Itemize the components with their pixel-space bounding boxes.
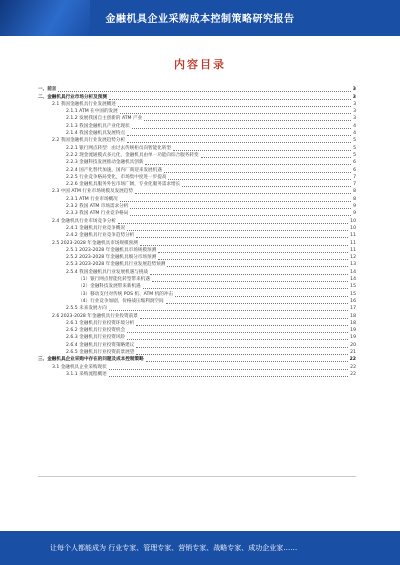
toc-leader-dots xyxy=(201,157,351,158)
toc-page-number: 13 xyxy=(350,262,356,268)
toc-entry-text: 2.2.4 国产化替代加速，国内厂商迎来发展机遇 xyxy=(66,167,162,173)
toc-entry-text: 2.6.3 金融机具行业投资风险 xyxy=(66,335,126,341)
toc-page-number: 7 xyxy=(353,174,356,180)
toc-page-number: 8 xyxy=(353,196,356,202)
toc-page-number: 22 xyxy=(350,364,356,370)
toc-leader-dots xyxy=(164,172,351,173)
toc-entry-text: （1）银行网点智能化转型带来机遇 xyxy=(78,277,150,283)
toc-leader-dots xyxy=(166,303,349,304)
toc-entry-text: 2.2.5 行业竞争格局变化，市场集中度进一步提高 xyxy=(66,174,167,180)
page-footer xyxy=(0,531,400,565)
toc-entry[interactable] xyxy=(38,174,356,181)
toc-leader-dots xyxy=(140,318,348,319)
toc-page-number: 18 xyxy=(350,320,356,326)
toc-leader-dots xyxy=(150,274,348,275)
toc-page-number: 15 xyxy=(350,291,356,297)
toc-leader-dots xyxy=(167,266,348,267)
toc-page-number: 9 xyxy=(353,211,356,217)
toc-entry[interactable] xyxy=(38,261,356,268)
toc-entry-text: 三、金融机具企业采购中存在的问题及成本控制策略 xyxy=(38,357,144,363)
toc-entry-text: 2.5.2 2023-2028 年金融机具细分市场预测 xyxy=(66,255,157,261)
toc-page-number: 3 xyxy=(353,101,356,107)
toc-entry[interactable] xyxy=(38,225,356,232)
toc-leader-dots xyxy=(130,215,351,216)
toc-leader-dots xyxy=(127,142,351,143)
toc-leader-dots xyxy=(143,288,348,289)
toc-heading: 内容目录 xyxy=(174,58,226,71)
toc-entry[interactable] xyxy=(38,290,356,297)
toc-leader-dots xyxy=(109,376,348,377)
toc-leader-dots xyxy=(120,113,351,114)
toc-entry[interactable] xyxy=(38,122,356,129)
toc-entry-text: 2.6 2023-2028 年金融机具行业投资前景 xyxy=(52,313,138,319)
table-of-contents xyxy=(38,86,356,378)
toc-entry[interactable] xyxy=(38,144,356,151)
toc-leader-dots xyxy=(135,193,351,194)
toc-entry[interactable] xyxy=(38,363,356,370)
toc-entry-text: 2.4.1 金融机具行业竞争概况 xyxy=(66,225,126,231)
toc-entry-text: 2.5.3 2023-2028 年金融机具行业发展趋势预测 xyxy=(66,262,166,268)
toc-page-number: 18 xyxy=(350,313,356,319)
toc-entry-text: （2）金融科技发展带来新机遇 xyxy=(78,284,141,290)
toc-leader-dots xyxy=(136,354,348,355)
toc-entry-text: 二、金融机具行业市场分析及预测 xyxy=(38,94,107,100)
toc-entry[interactable] xyxy=(38,298,356,305)
toc-leader-dots xyxy=(145,164,351,165)
toc-entry[interactable] xyxy=(38,108,356,115)
toc-page-number: 16 xyxy=(350,298,356,304)
toc-page-number: 11 xyxy=(350,233,356,239)
toc-page-number: 22 xyxy=(350,371,356,377)
toc-entry-text: 2.2.3 金融科技发展推动金融机具创新 xyxy=(66,160,144,166)
toc-entry[interactable] xyxy=(38,371,356,378)
toc-page-number: 3 xyxy=(353,109,356,115)
toc-entry-text: 2.5 2023-2028 年金融机具市场规模预测 xyxy=(52,240,138,246)
toc-entry[interactable] xyxy=(38,320,356,327)
toc-page-number: 5 xyxy=(353,138,356,144)
toc-entry-text: 2.2.2 现金流通模式多元化，金融机具由单一功能向综合服务转变 xyxy=(66,152,199,158)
toc-divider xyxy=(38,476,356,477)
toc-entry[interactable] xyxy=(38,130,356,137)
toc-entry[interactable] xyxy=(38,159,356,166)
toc-leader-dots xyxy=(58,91,350,92)
toc-page-number: 14 xyxy=(350,269,356,275)
toc-leader-dots xyxy=(158,252,348,253)
toc-entry[interactable] xyxy=(38,334,356,341)
toc-leader-dots xyxy=(158,259,348,260)
toc-entry[interactable] xyxy=(38,283,356,290)
toc-entry[interactable] xyxy=(38,327,356,334)
toc-entry-text: 2.4 金融机具行业市场竞争分析 xyxy=(52,218,116,224)
toc-leader-dots xyxy=(168,179,351,180)
toc-entry[interactable] xyxy=(38,101,356,108)
toc-entry[interactable] xyxy=(38,305,356,312)
toc-page-number: 10 xyxy=(350,218,356,224)
toc-entry-text: 2.6.1 金融机具行业投资环境分析 xyxy=(66,320,135,326)
toc-leader-dots xyxy=(127,230,348,231)
toc-page-number: 9 xyxy=(353,204,356,210)
toc-entry-text: 2.5.1 2023-2028 年金融机具市场规模预测 xyxy=(66,247,157,253)
toc-entry[interactable] xyxy=(38,195,356,202)
toc-page-number: 8 xyxy=(353,189,356,195)
toc-page-number: 10 xyxy=(350,225,356,231)
toc-entry-text: （4）行业竞争加剧，价格战压缩利润空间 xyxy=(78,298,164,304)
toc-entry-text: 2.5.5 未来发展方向 xyxy=(66,306,107,312)
toc-page-number: 19 xyxy=(350,335,356,341)
toc-leader-dots xyxy=(118,223,348,224)
toc-entry-text: 2.3 中国 ATM 行业市场规模及发展趋势 xyxy=(52,189,133,195)
toc-entry-text: 一、前言 xyxy=(38,87,57,93)
toc-entry-text: 2.1.2 发展我国自主创新的 ATM 产业 xyxy=(66,116,143,122)
toc-page-number: 3 xyxy=(353,116,356,122)
toc-page-number: 17 xyxy=(350,306,356,312)
toc-leader-dots xyxy=(146,361,348,362)
toc-leader-dots xyxy=(136,325,348,326)
toc-entry[interactable] xyxy=(38,93,356,100)
toc-entry-text: 2.5.4 我国金融机具行业发展机遇与挑战 xyxy=(66,269,149,275)
page-header xyxy=(0,0,400,36)
toc-entry-text: 3.1 金融机具企业采购现状 xyxy=(52,364,107,370)
toc-entry[interactable] xyxy=(38,349,356,356)
toc-entry[interactable] xyxy=(38,232,356,239)
toc-entry[interactable] xyxy=(38,152,356,159)
toc-page-number: 15 xyxy=(350,284,356,290)
toc-leader-dots xyxy=(140,245,348,246)
toc-entry-text: 2.1 我国金融机具行业发展概述 xyxy=(52,101,116,107)
toc-leader-dots xyxy=(127,332,348,333)
toc-leader-dots xyxy=(136,347,348,348)
toc-entry-text: 2.6.5 金融机具行业投资前景展望 xyxy=(66,349,135,355)
toc-entry-text: 2.1.1 ATM 在中国的发展 xyxy=(66,109,118,115)
toc-leader-dots xyxy=(109,310,348,311)
toc-leader-dots xyxy=(144,120,351,121)
toc-leader-dots xyxy=(132,128,351,129)
toc-leader-dots xyxy=(127,339,348,340)
footer-slogan: 让每个人都能成为 行业专家、管理专家、营销专家、战略专家、成功企业家…… xyxy=(50,544,298,552)
toc-entry-text: 2.6.4 金融机具行业投资策略建议 xyxy=(66,342,135,348)
toc-page-number: 5 xyxy=(353,145,356,151)
toc-leader-dots xyxy=(173,150,351,151)
toc-entry-text: 2.2.6 金融机具服务外包市场广阔，专业化服务需求增长 xyxy=(66,182,181,188)
toc-entry[interactable] xyxy=(38,268,356,275)
toc-entry[interactable] xyxy=(38,166,356,173)
toc-page-number: 11 xyxy=(350,247,356,253)
toc-page-number: 12 xyxy=(350,255,356,261)
toc-entry[interactable] xyxy=(38,341,356,348)
toc-leader-dots xyxy=(109,99,351,100)
toc-entry-text: 2.3.1 ATM 行业市场概况 xyxy=(66,196,118,202)
toc-entry[interactable] xyxy=(38,276,356,283)
toc-entry[interactable] xyxy=(38,115,356,122)
toc-entry[interactable] xyxy=(38,217,356,224)
toc-leader-dots xyxy=(182,186,351,187)
toc-entry-text: 2.2.1 银行网点转型：由过去传统柜员向智能化转型 xyxy=(66,145,172,151)
toc-leader-dots xyxy=(109,369,348,370)
toc-leader-dots xyxy=(136,237,348,238)
toc-leader-dots xyxy=(120,201,351,202)
toc-entry[interactable] xyxy=(38,137,356,144)
toc-entry[interactable] xyxy=(38,86,356,93)
toc-entry-text: 2.6.2 金融机具行业投资机会 xyxy=(66,328,126,334)
toc-entry[interactable] xyxy=(38,203,356,210)
toc-leader-dots xyxy=(152,281,348,282)
toc-entry-text: （3）移动支付对传统 POS 机、ATM 机的冲击 xyxy=(78,291,174,297)
toc-entry[interactable] xyxy=(38,188,356,195)
toc-entry[interactable] xyxy=(38,356,356,363)
toc-leader-dots xyxy=(175,296,348,297)
toc-entry[interactable] xyxy=(38,254,356,261)
toc-page-number: 6 xyxy=(353,167,356,173)
toc-page-number: 4 xyxy=(353,123,356,129)
toc-entry-text: 2.3.2 我国 ATM 市场需求分析 xyxy=(66,204,129,210)
toc-page-number: 5 xyxy=(353,152,356,158)
toc-entry-text: 2.3.3 我国 ATM 行业竞争格局 xyxy=(66,211,129,217)
toc-page-number: 4 xyxy=(353,131,356,137)
toc-entry[interactable] xyxy=(38,239,356,246)
toc-entry[interactable] xyxy=(38,181,356,188)
toc-entry-text: 2.2 我国金融机具行业发展趋势分析 xyxy=(52,138,126,144)
toc-entry[interactable] xyxy=(38,312,356,319)
report-title: 金融机具企业采购成本控制策略研究报告 xyxy=(105,14,295,25)
toc-leader-dots xyxy=(118,106,351,107)
toc-page-number: 20 xyxy=(350,342,356,348)
toc-entry-text: 2.4.2 金融机具行业竞争趋势分析 xyxy=(66,233,135,239)
toc-page-number: 6 xyxy=(353,160,356,166)
toc-entry-text: 2.1.4 我国金融机具发展特点 xyxy=(66,131,126,137)
toc-page-number: 19 xyxy=(350,328,356,334)
toc-page-number: 14 xyxy=(350,277,356,283)
toc-page-number: 22 xyxy=(349,357,356,363)
toc-page-number: 7 xyxy=(353,182,356,188)
toc-entry[interactable] xyxy=(38,210,356,217)
toc-entry-text: 2.1.3 我国金融机具产业化现状 xyxy=(66,123,130,129)
toc-page-number: 3 xyxy=(352,87,356,93)
toc-page-number: 3 xyxy=(352,94,356,100)
toc-leader-dots xyxy=(130,208,351,209)
toc-entry[interactable] xyxy=(38,247,356,254)
toc-page-number: 21 xyxy=(350,349,356,355)
toc-page-number: 11 xyxy=(350,240,356,246)
toc-entry-text: 3.1.1 采购流程概述 xyxy=(66,371,107,377)
toc-leader-dots xyxy=(127,135,351,136)
